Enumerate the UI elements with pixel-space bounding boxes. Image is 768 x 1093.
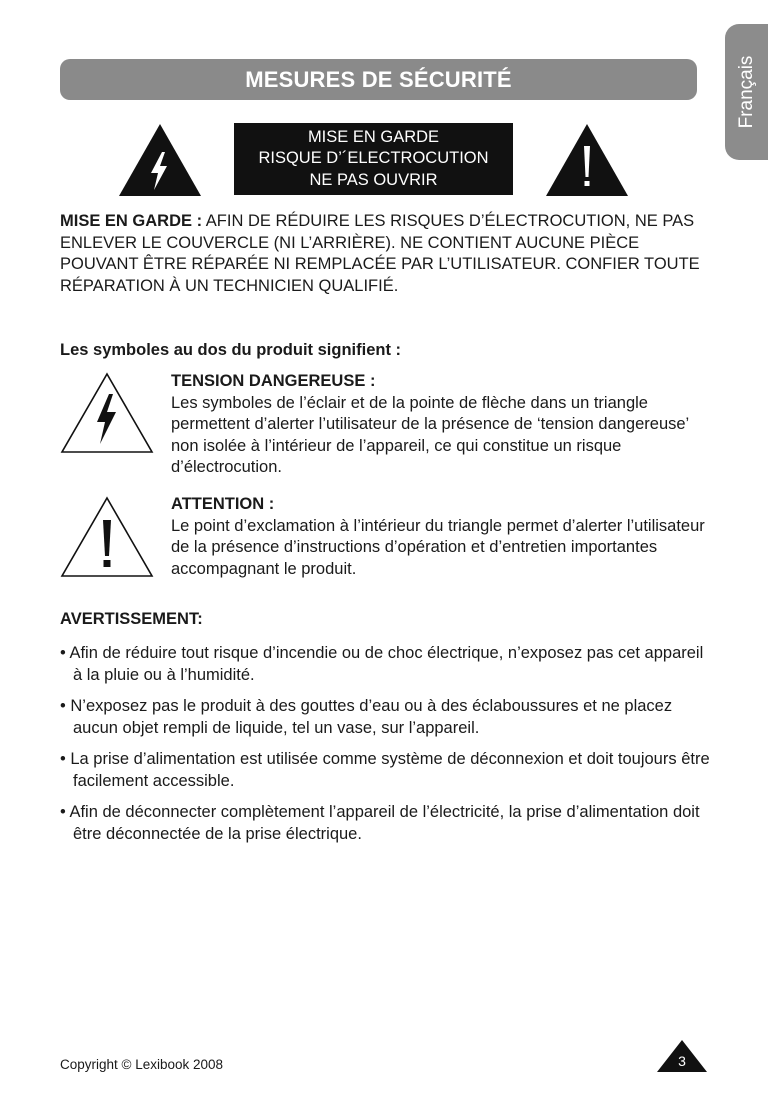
dangerous-voltage-icon — [60, 372, 154, 454]
symbol-dangerous-voltage — [171, 371, 716, 479]
language-tab-label: Français — [735, 55, 757, 129]
copyright: Copyright © Lexibook 2008 — [60, 1057, 224, 1072]
list-item: • N’exposez pas le produit à des gouttes d’eau ou à des éclaboussures et ne placez aucun objet rempli de liquide, tel un vase, sur l’appareil. — [60, 697, 673, 737]
list-item: • La prise d’alimentation est utilisée comme système de déconnexion et doit toujours être facilement accessible. — [60, 750, 710, 790]
warning-box-line-2: RISQUE D’´ELECTROCUTION — [258, 149, 489, 168]
warning-heading: AVERTISSEMENT: — [60, 610, 203, 628]
list-item: • Afin de réduire tout risque d’incendie ou de choc électrique, n’exposez pas cet appareil à la pluie ou à l’humidité. — [60, 644, 704, 684]
lightning-warning-icon — [119, 124, 201, 196]
warning-box-line-3: NE PAS OUVRIR — [309, 170, 438, 189]
warning-list — [60, 643, 710, 855]
exclamation-warning-icon — [546, 124, 628, 196]
symbols-heading: Les symboles au dos du produit signifient : — [60, 341, 402, 359]
attention-icon — [60, 496, 154, 578]
symbol-attention — [171, 494, 716, 580]
caution-paragraph — [60, 211, 720, 297]
caution-text: AFIN DE RÉDUIRE LES RISQUES D’ÉLECTROCUTION, NE PAS ENLEVER LE COUVERCLE (NI L’ARRIÈRE). NE CONTIENT AUCUNE PIÈCE POUVANT ÊTRE RÉPARÉE NI REMPLACÉE PAR L’UTILISATEUR. CONFIER TOUTE RÉPARATION À UN TECHNICIEN QUALIFIÉ. — [60, 212, 700, 295]
symbol-title: TENSION DANGEREUSE : — [171, 372, 376, 390]
symbol-description: Le point d’exclamation à l’intérieur du triangle permet d’alerter l’utilisateur de la présence d’instructions d’opération et d’entretien importantes accompagnant le produit. — [171, 516, 705, 578]
symbol-title: ATTENTION : — [171, 495, 275, 513]
page-number-text: 3 — [678, 1053, 686, 1069]
list-item: • Afin de déconnecter complètement l’appareil de l’électricité, la prise d’alimentation doit être déconnectée de la prise électrique. — [60, 803, 700, 843]
page-number — [657, 1040, 707, 1072]
symbol-description: Les symboles de l’éclair et de la pointe de flèche dans un triangle permettent d’alerter l’utilisateur de la présence de ‘tension dangereuse’ non isolée à l’intérieur de l’appareil, ce qui constitue un risque d’électrocution. — [171, 393, 689, 476]
page-title-text: MESURES DE SÉCURITÉ — [245, 66, 512, 92]
page-title — [60, 59, 697, 100]
warning-box-line-1: MISE EN GARDE — [307, 127, 440, 146]
language-tab — [725, 24, 768, 160]
caution-label: MISE EN GARDE : — [60, 212, 203, 230]
warning-box — [234, 123, 513, 195]
